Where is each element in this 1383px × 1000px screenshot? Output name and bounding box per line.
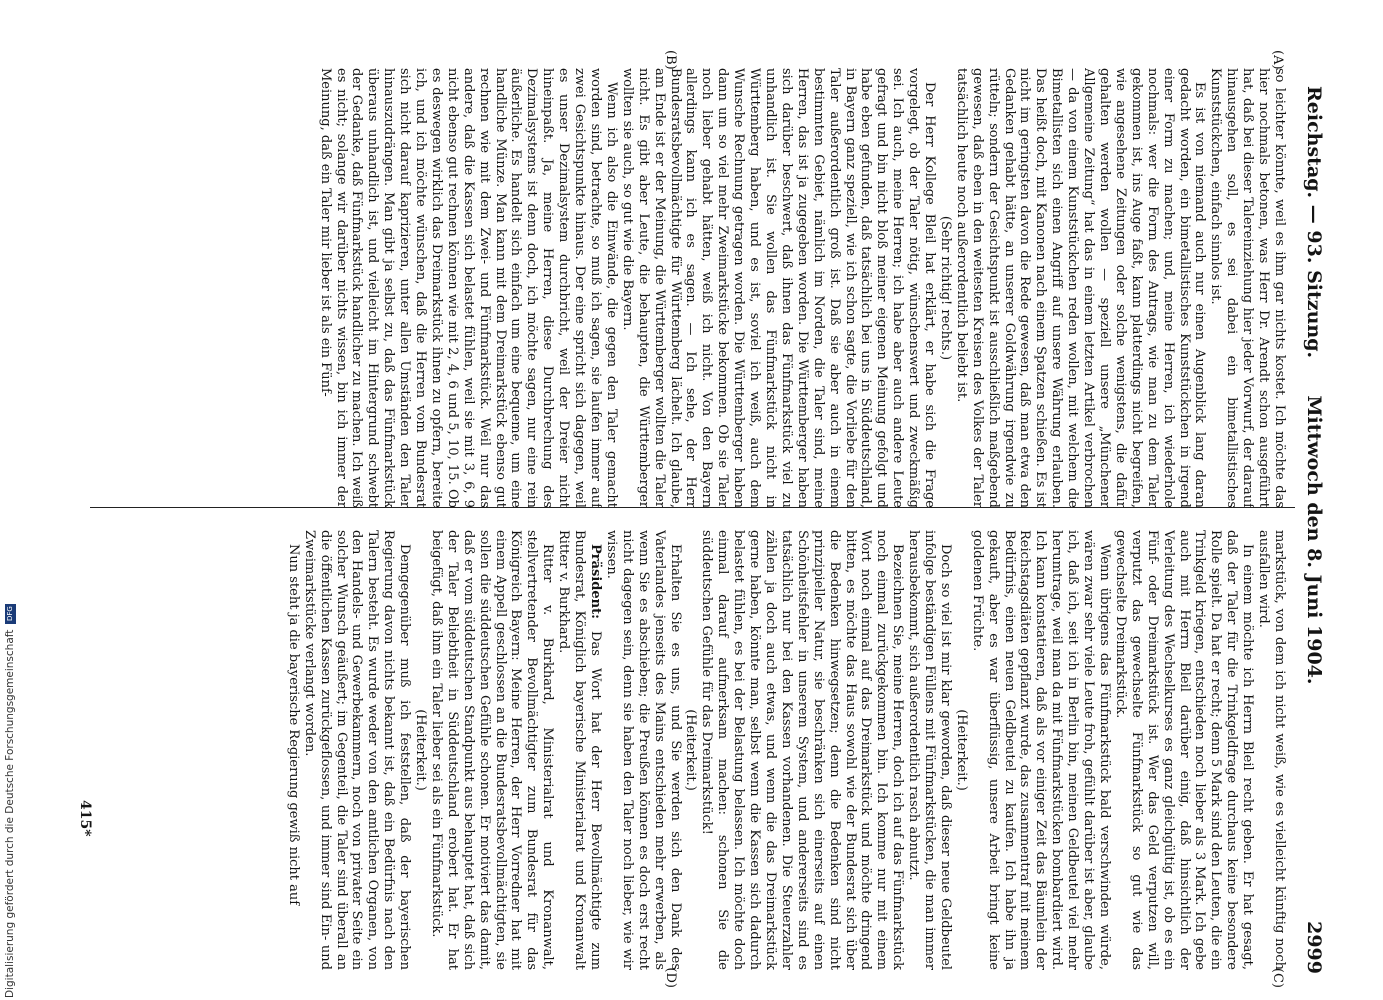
dfg-logo-icon: DFG <box>5 604 16 624</box>
paragraph: Wenn übrigens das Fünfmarkstück bald verschwinden würde, wären zwar sehr viele Leute froh, gefühlt darüber ist aber, glaube ich, daß ich, seit ich in Berlin bin, meinen Geldbeutel viel mehr herumtrage, weil man da mit Fünfmarkstücken bombardiert wird. Ich kann konstatieren, daß als vor einiger Zeit das Bäumlein der Reichstagsdiäten gepflanzt wurde, das zusammentraf mit meinem Bedürfnis, einen neuen Geldbeutel zu kaufen. Ich habe ihn ja gekauft, aber es war überflüssig, unsere Arbeit bringt keine goldenen Früchte. <box>969 530 1113 970</box>
running-header-left: Reichstag. — 93. Sitzung. <box>1303 86 1325 359</box>
paragraph: Präsident: Das Wort hat der Herr Bevollmächtigte zum Bundesrat, Königlich bayerische Ministerialrat und Kronanwalt Ritter v. Burkhard. <box>556 530 604 970</box>
paragraph: so leichter könnte, weil es ihm gar nichts kostet. Ich möchte das hier nochmals betonen, was Herr Dr. Arendt schon ausgeführt hat, daß bei dieser Talereinziehung hier jeder Vorwurf, der darauf hinausgehen soll, es sei dabei ein bimetallistisches Kunststückchen, einfach sinnlos ist. <box>1208 68 1287 508</box>
paragraph: (Heiterkeit.) <box>683 709 699 791</box>
margin-marker-a: (A) <box>1270 50 1285 70</box>
text-column-right <box>57 530 1287 970</box>
text-column-left <box>57 68 1287 508</box>
page-number: 2999 <box>1303 921 1325 974</box>
running-header-date: Mittwoch den 8. Juni 1904. <box>1303 395 1325 685</box>
paragraph: (Heiterkeit.) <box>953 709 969 791</box>
paragraph: Es ist von niemand auch nur einen Augenblick lang daran gedacht worden, ein bimetallistisches Kunststückchen in irgend einer Form zu machen; und, meine Herren, ich wiederhole nochmals: wer die Form des Antrags, wie man zu dem Taler gekommen ist, ins Auge faßt, kann platterdings nicht begreifen, wie angesehene Zeitungen oder solche wenigstens, die dafür gehalten werden wollen — speziell unsere „Münchener Allgemeine Zeitung“ hat das in einem letzten Artikel verbrochen — da von einem Kunststückchen reden wollen, mit welchem die Bimetallisten sich einen Angriff auf unsere Währung erlauben. Das heißt doch, mit Kanonen nach einem Spatzen schießen. Es ist nicht im geringsten davon die Rede gewesen, daß man etwa den Gedanken gehabt hätte, an unserer Goldwährung irgendwie zu rütteln; sondern der Gesichtspunkt ist ausschließlich maßgebend gewesen, daß eben in den weitesten Kreisen des Volkes der Taler tatsächlich heute noch außerordentlich beliebt ist. <box>953 68 1208 508</box>
paragraph: Erhalten Sie es uns, und Sie werden sich den Dank des Vaterlandes jenseits des Mains entschieden mehr erwerben, als wenn Sie es abschieben; die Preußen können es doch erst recht nicht dagegen sein, denn sie haben den Taler noch lieber, wie wir wissen. <box>603 530 683 970</box>
digitization-credit <box>3 3 17 998</box>
margin-marker-b: (B) <box>663 50 678 70</box>
paragraph: Wenn ich also die Einwände, die gegen den Taler gemacht worden sind, betrachte, so muß ich sagen, sie laufen immer auf zwei Gesichtspunkte hinaus. Der eine spricht sich dagegen, weil es unser Dezimalsystem durchbricht, weil der Dreier nicht hineinpaßt. Ja, meine Herren, diese Durchbrechung des Dezimalsystems ist denn doch, ich möchte sagen, nur eine rein äußerliche. Es handelt sich einfach um eine bequeme, um eine handliche Münze. Man kann mit dem Dreimarkstück ebenso gut rechnen wie mit dem Zwei- und Fünfmarkstück. Weil nur das andere, daß die Kassen sich belastet fühlen, weil sie mit 3, 6, 9 nicht ebenso gut rechnen können wie mit 2, 4, 6 und 5, 10, 15. Ob es deswegen wirklich das Dreimarkstück ihnen zu opfern, bereite ich, und ich möchte wünschen, daß die Herren vom Bundesrat sich nicht darauf kaprizieren, unter allen Umständen den Taler hinauszudrängen. Man gibt ja selbst zu, daß das Fünfmarkstück überaus unhandlich ist, und vielleicht im Hintergrund schwebt der Gedanke, daß Fünfmarkstück handlicher zu machen. Ich weiß es nicht; solange wir darüber nichts wissen, bin ich immer der Meinung, daß ein Taler mir lieber ist als ein Fünf- <box>317 68 619 508</box>
paragraph: Nun steht ja die bayerische Regierung gewiß nicht auf <box>285 544 301 906</box>
sheet-signature: 415* <box>77 800 93 837</box>
credit-text: Digitalisierung gefördert durch die Deutsche Forschungsgemeinschaft <box>4 629 16 998</box>
paragraph: Demgegenüber muß ich feststellen, daß der bayerischen Regierung davon nichts bekannt ist, daß ein Bedürfnis nach den Talern besteht. Es wurde weder von den amtlichen Organen, von den Handels- und Gewerbekammern, noch von privater Seite ein solcher Wunsch geäußert; im Gegenteil, die Taler sind überall an die öffentlichen Kassen zurückgeflossen, und immer sind Ein- und Zweimarkstücke verlangt worden. <box>301 530 413 970</box>
paragraph: In einem möchte ich Herrn Bleil recht geben. Er hat gesagt, daß der Taler für die Trinkgeldfrage durchaus keine besondere Rolle spielt. Da hat er recht; denn 5 Mark sind den Leuten, die ein Trinkgeld kriegen, entschieden noch lieber als 3 Mark. Ich gebe auch mit Herrn Bleil darüber einig, daß hinsichtlich der Verleitung des Wechselkurses es ganz gleichgültig ist, ob es ein Fünf- oder Dreimarkstück ist. Wer das Geld verputzen will, verputzt das gewechselte Fünfmarkstück so gut wie das gewechselte Dreimarkstück. <box>1112 530 1256 970</box>
paragraph: Ritter v. Burkhard, Ministerialrat und Kronanwalt, stellvertretender Bevollmächtigter zum Bundesrat für das Königreich Bayern: Meine Herren, der Herr Vorredner hat mit einem Appell geschlossen an die Bundesratsbevollmächtigten, sie sollen die süddeutschen Gefühle schonen. Er motiviert das damit, daß er vom süddeutschen Standpunkt aus behauptet hat, daß sich der Taler Beliebtheit in Süddeutschland erobert hat. Er hat beigefügt, daß ihm ein Taler lieber sei als ein Fünfmarkstück. <box>428 530 556 970</box>
column-divider <box>90 507 1295 508</box>
margin-marker-d: (D) <box>663 967 678 988</box>
paragraph: Der Herr Kollege Bleil hat erklärt, er habe sich die Frage vorgelegt, ob der Taler nötig, wünschenswert und zweckmäßig sei. Ich auch, meine Herren; ich habe aber auch andere Leute gefragt und bin nicht bloß meiner eigenen Meinung gefolgt und habe eben gefunden, daß tatsächlich bei uns in Süddeutschland, in Bayern ganz speziell, wie ich schon sagte, die Vorliebe für den Taler außerordentlich groß ist. Daß sie aber auch in einem bestimmten Gebiet, nämlich im Norden, die Taler sind, meine Herren, das ist ja zugegeben worden. Die Württemberger haben sich darüber beschwert, daß ihnen das Fünfmarkstück viel zu unhandlich ist. Sie wollen das Fünfmarkstück nicht in Württemberg haben, und es ist, soviel ich weiß, auch dem Wunsche Rechnung getragen worden. Die Württemberger haben dann um so viel mehr Zweimarkstücke bekommen. Ob sie Taler noch lieber gehabt hätten, weiß ich nicht. Von den Bayern allerdings kann ich es sagen. — Ich sehe, der Herr Bundesratsbevollmächtigte für Württemberg lächelt. Ich glaube, am Ende ist er der Meinung, die Württemberger wollten die Taler nicht. Es gibt aber Leute, die behaupten, die Württemberger wollten sie auch, so gut wie die Bayern. <box>619 68 938 508</box>
speaker-label: Präsident: <box>588 544 604 619</box>
paragraph: (Sehr richtig! rechts.) <box>937 215 953 361</box>
paragraph: (Heiterkeit.) <box>413 709 429 791</box>
paragraph: Doch so viel ist mir klar geworden, daß dieser neue Geldbeutel infolge beständigen Füllens mit Fünfmarkstücken, die man immer herausbekommt, sich außerordentlich rasch abnutzt. <box>906 530 953 970</box>
margin-marker-c: (C) <box>1270 967 1285 988</box>
paragraph: Bezeichnen Sie, meine Herren, doch ich auf das Fünfmarkstück noch einmal zurückgekommen bin. Ich komme nur mit einem Wort noch einmal auf das Dreimarkstück und möchte dringend bitten, es möchte das Haus sowohl wie der Bundesrat sich über die Bedenken hinwegsetzen; denn die Bedenken sind nicht prinzipieller Natur, sie beschränken sich einerseits auf einen Schönheitsfehler in unserem System, und andererseits sind es tatsächlich nur bei den Kassen vorhandenen. Die Steuerzahler zählen ja doch auch etwas, und wenn die das Dreimarkstück gerne haben, könnte man, selbst wenn die Kassen sich dadurch belastet fühlen, es bei der Belastung belassen. Ich möchte doch einmal darauf aufmerksam machen: schonen Sie die süddeutschen Gefühle für das Dreimarkstück! <box>699 530 906 970</box>
paragraph: markstück, von dem ich nicht weiß, wie es vielleicht künftig noch ausfallen wird. <box>1256 530 1287 970</box>
